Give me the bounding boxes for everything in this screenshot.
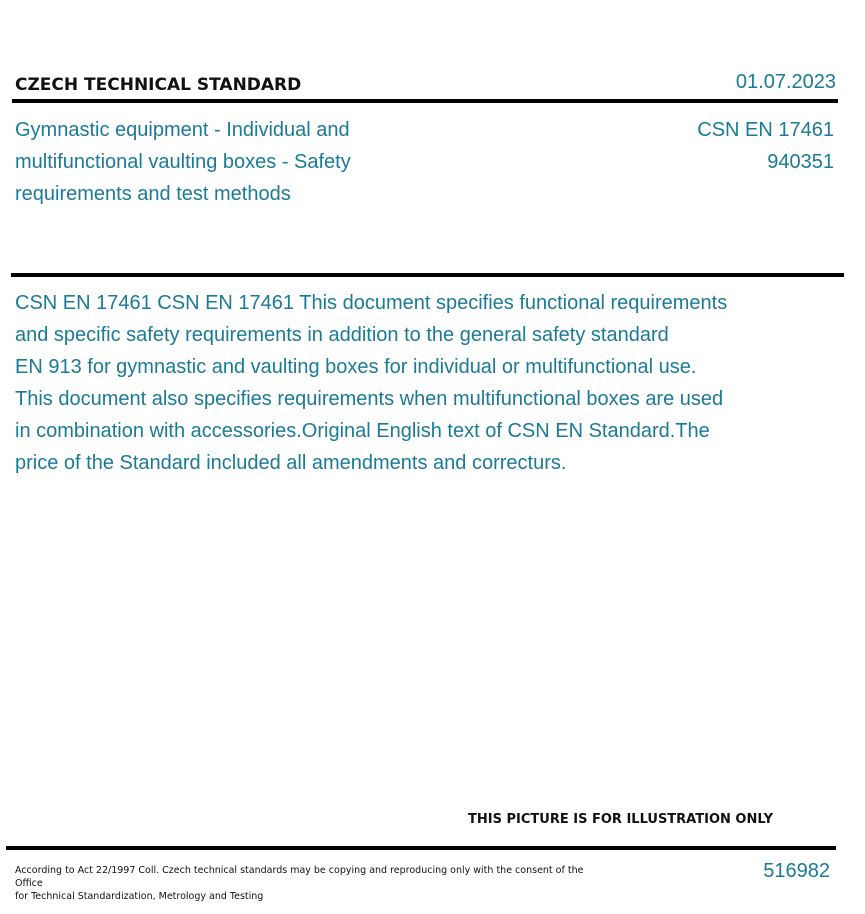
- standard-title: Gymnastic equipment - Individual and multifunctional vaulting boxes - Safety requirements and test methods: [15, 119, 351, 205]
- abstract-text: CSN EN 17461 CSN EN 17461 This document specifies functional requirements and specific safety requirements in addition to the general safety standard EN 913 for gymnastic and vaulting boxes for individual or multifunctional use. This document also specifies requirements when multifunctional boxes are used in combination with accessories.Original English text of CSN EN Standard.The price of the Standard included all amendments and correcturs.: [15, 292, 728, 474]
- publication-date: 01.07.2023: [735, 71, 836, 93]
- illustration-note: THIS PICTURE IS FOR ILLUSTRATION ONLY: [468, 812, 773, 827]
- catalog-number: 516982: [763, 860, 830, 882]
- classification-code: 940351: [767, 151, 834, 173]
- document-type-heading: CZECH TECHNICAL STANDARD: [15, 75, 302, 95]
- standard-number: CSN EN 17461: [697, 119, 834, 141]
- title-divider: [11, 273, 844, 277]
- legal-notice-line-1: According to Act 22/1997 Coll. Czech technical standards may be copying and reproducing only with the consent of the Office: [15, 865, 584, 889]
- footer-divider: [6, 846, 836, 850]
- legal-notice: [15, 864, 595, 903]
- legal-notice-line-2: for Technical Standardization, Metrology and Testing: [15, 891, 264, 902]
- header-divider: [12, 99, 838, 103]
